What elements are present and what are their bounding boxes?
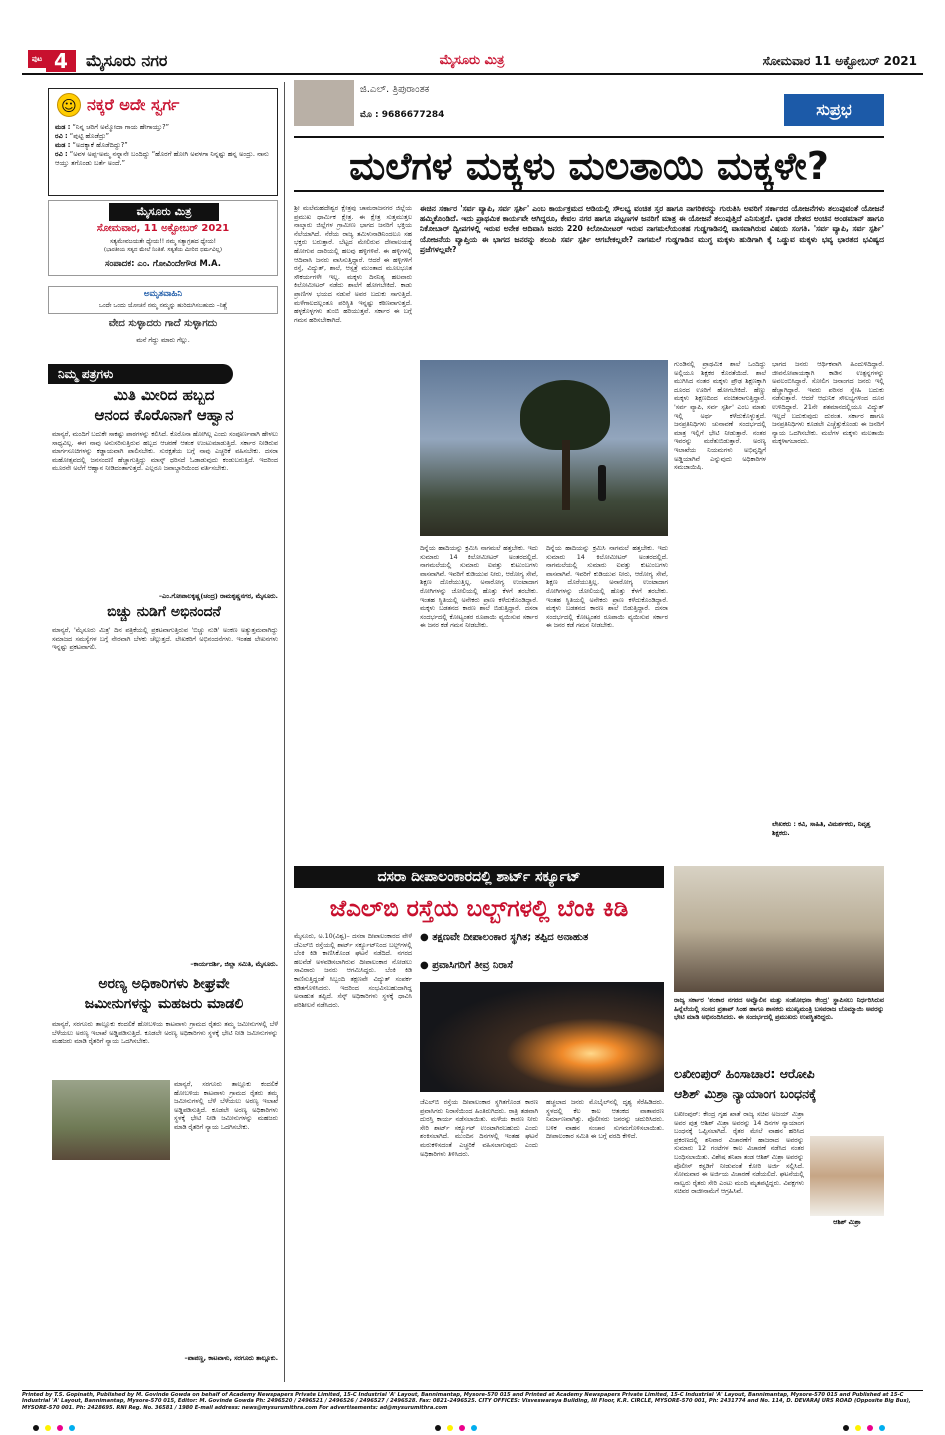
page-number: 4 (46, 50, 76, 72)
author-mobile: ಮೊ : 9686677284 (360, 110, 445, 120)
column-body-2: ದಿನ್ನೆಯ ಹಾದಿಯನ್ನು ಕ್ರಮಿಸಿ ನಾಗಮಲೆ ಹತ್ತಬೇಕು. ಇದು ಸುಮಾರು 14 ಕಿಲೋಮೀಟರ್ ಅಂತರದಲ್ಲಿದೆ. ನಾಗಮಲೆಯಲ್ಲಿ ಸುಮಾರು ಐವತ್ತು ಕುಟುಂಬಗಳು ವಾಸವಾಗಿವೆ. ಇವರಿಗೆ ಕುಡಿಯುವ ನೀರು, ಆರೋಗ್ಯ ಸೇವೆ, ಶಿಕ್ಷಣ ದೊರೆಯುತ್ತಿಲ್ಲ. ಅನಾರೋಗ್ಯ ಉಂಟಾದಾಗ ರೋಗಿಗಳನ್ನು ಜೋಲಿಯಲ್ಲಿ ಹೊತ್ತು ಕೆಳಗೆ ತರಬೇಕು. ಇಂತಹ ಸ್ಥಿತಿಯಲ್ಲಿ ಅನೇಕರು ಪ್ರಾಣ ಕಳೆದುಕೊಂಡಿದ್ದಾರೆ. ಮಕ್ಕಳು ಬಡತನದ ಕಾರಣ ಶಾಲೆ ಬಿಡುತ್ತಿದ್ದಾರೆ. ದಸರಾ ಸಂದರ್ಭದಲ್ಲಿ ಕೋಟ್ಯಂತರ ರೂಪಾಯಿ ವ್ಯಯಿಸುವ ಸರ್ಕಾರ ಈ ಜನರ ಕಡೆ ಗಮನ ನೀಡಬೇಕು. (420, 544, 538, 630)
letter-1-title: ಮಿತಿ ಮೀರಿದ ಹಬ್ಬದ (113, 386, 215, 404)
letter-1-title-2: ಆನಂದ ಕೊರೊನಾಗೆ ಆಹ್ವಾನ (94, 406, 234, 424)
dasara-body-3: ಹಚ್ಚಲಾದ ಜನರು ಮೊಬೈಲ್‌ನಲ್ಲಿ ದೃಶ್ಯ ಸೆರೆಹಿಡಿದರು. ಸ್ಥಳದಲ್ಲಿ ಕೆಲ ಕಾಲ ಆತಂಕದ ವಾತಾವರಣ ನಿರ್ಮಾಣವಾಗಿತ್ತು. ಪೊಲೀಸರು ಜನರನ್ನು ಚದುರಿಸಿದರು. ಬಳಿಕ ವಾಹನ ಸಂಚಾರ ಸುಗಮಗೊಳಿಸಲಾಯಿತು. ದೀಪಾಲಂಕಾರ ಸಮಿತಿ ಈ ಬಗ್ಗೆ ವರದಿ ಕೇಳಿದೆ. (546, 1098, 664, 1141)
joke-text: “ಅದಕ್ಯಾಕೆ ಹೊಡೆದಿದ್ದು?” (72, 141, 128, 149)
dot-magenta (57, 1425, 63, 1431)
mast-box (48, 200, 278, 276)
dasara-body-2: ಜೆಎಲ್‌ಬಿ ರಸ್ತೆಯ ದೀಪಾಲಂಕಾರ ಸ್ಥಗಿತಗೊಂಡ ಕಾರಣ ಪ್ರವಾಸಿಗರು ನಿರಾಸೆಯಿಂದ ಹಿಂತಿರುಗಿದರು. ರಾತ್ರಿ ತಡವಾಗಿ ದುರಸ್ತಿ ಕಾರ್ಯ ನಡೆಸಲಾಯಿತು. ಮಳೆಯ ಕಾರಣ ನೀರು ಸೇರಿ ಶಾರ್ಟ್ ಸರ್ಕ್ಯೂಟ್ ಉಂಟಾಗಿರಬಹುದು ಎಂದು ಶಂಕಿಸಲಾಗಿದೆ. ಮುಂದಿನ ದಿನಗಳಲ್ಲಿ ಇಂತಹ ಘಟನೆ ಮರುಕಳಿಸದಂತೆ ಎಚ್ಚರಿಕೆ ವಹಿಸಲಾಗುವುದು ಎಂದು ಅಧಿಕಾರಿಗಳು ತಿಳಿಸಿದರು. (420, 1098, 538, 1158)
farmer-photo (52, 1080, 170, 1160)
dot-black (33, 1425, 39, 1431)
mast-date: ಸೋಮವಾರ, 11 ಅಕ್ಟೋಬರ್ 2021 (96, 223, 230, 234)
dot-magenta (459, 1425, 465, 1431)
letter-3-sign: –ಪಾಪಣ್ಣ, ಕಾಟವಾಳು, ಸರಗೂರು ತಾಲ್ಲೂಕು. (184, 1354, 278, 1362)
laughing-face-icon: ☺ (57, 93, 81, 117)
joke-line (55, 141, 271, 150)
dasara-kicker: ದಸರಾ ದೀಪಾಲಂಕಾರದಲ್ಲಿ ಶಾರ್ಟ್ ಸರ್ಕ್ಯೂಟ್ (294, 866, 664, 888)
dot-black (435, 1425, 441, 1431)
letter-2-title: ಬಿಚ್ಚು ನುಡಿಗೆ ಅಭಿನಂದನೆ (107, 604, 221, 620)
letter-3-body: ಮಾನ್ಯರೆ, ಸರಗೂರು ತಾಲ್ಲೂಕು ಕಂದಲಿಕೆ ಹೋಬಳಿಯ ಕಾಟವಾಳು ಗ್ರಾಮದ ರೈತರು ತಮ್ಮ ಜಮೀನುಗಳಲ್ಲಿ ಬೆಳೆ ಬೆಳೆಯಲು ಅರಣ್ಯ ಇಲಾಖೆ ಅಡ್ಡಿಪಡಿಸುತ್ತಿದೆ. ಕೂಡಲೇ ಅರಣ್ಯ ಅಧಿಕಾರಿಗಳು ಸ್ಥಳಕ್ಕೆ ಭೇಟಿ ನೀಡಿ ಜಮೀನುಗಳನ್ನು ಮಹಜರು ಮಾಡಿ ರೈತರಿಗೆ ನ್ಯಾಯ ಒದಗಿಸಬೇಕು. (52, 1020, 278, 1046)
column-body-5: ಭಾಗದ ಜನರು ಆರ್ಥಿಕವಾಗಿ ಹಿಂದುಳಿದಿದ್ದಾರೆ. ಜೀವನೋಪಾಯಕ್ಕಾಗಿ ಕಾಡಿನ ಉತ್ಪನ್ನಗಳನ್ನು ಅವಲಂಬಿಸಿದ್ದಾರೆ. ಸೋಲಿಗ ಜನಾಂಗದ ಜನರು ಇಲ್ಲಿ ಹೆಚ್ಚಾಗಿದ್ದಾರೆ. ಇವರು ಪರಿಸರ ಸ್ನೇಹಿ ಬದುಕು ನಡೆಸುತ್ತಾರೆ. ಆದರೆ ಆಧುನಿಕ ಸೌಲಭ್ಯಗಳಿಂದ ದೂರ ಉಳಿದಿದ್ದಾರೆ. 21ನೇ ಶತಮಾನದಲ್ಲಿಯೂ ವಿದ್ಯುತ್ ಇಲ್ಲದೆ ಬದುಕುವುದು ದುರಂತ. ಸರ್ಕಾರ ಹಾಗೂ ಜನಪ್ರತಿನಿಧಿಗಳು ಕೂಡಲೇ ಎಚ್ಚೆತ್ತುಕೊಂಡು ಈ ಜನರಿಗೆ ನ್ಯಾಯ ಒದಗಿಸಬೇಕು. ಮಲೆಗಳ ಮಕ್ಕಳು ಮಲತಾಯಿ ಮಕ್ಕಳಾಗಬಾರದು. (772, 360, 884, 446)
mast-tagline: ಸತ್ಯಮೇವಜಯತೇ ಧ್ಯೇಯ!! ನಮ್ಮ ಸತ್ಯಾಗ್ರಹದ ಧ್ಯೇಯ! (109, 238, 217, 245)
letters-banner-pill: ನಿಮ್ಮ ಪತ್ರಗಳು (48, 364, 233, 384)
dasara-subhead-2: ● ಪ್ರವಾಸಿಗರಿಗೆ ತೀವ್ರ ನಿರಾಸೆ (420, 960, 513, 971)
column-headline: ಮಲೆಗಳ ಮಕ್ಕಳು ಮಲತಾಯಿ ಮಕ್ಕಳೇ? (294, 136, 884, 192)
print-registration-dots-right (840, 1416, 920, 1424)
letter-3-title: ಅರಣ್ಯ ಅಧಿಕಾರಿಗಳು ಶೀಘ್ರವೇ (98, 976, 230, 992)
proverb-box (48, 318, 278, 348)
dasara-headline: ಜೆಎಲ್‌ಬಿ ರಸ್ತೆಯ ಬಲ್ಬ್‌ಗಳಲ್ಲಿ ಬೆಂಕಿ ಕಿಡಿ (329, 896, 629, 922)
section-name: ಮೈಸೂರು ನಗರ (86, 51, 168, 70)
column-intro: ಈಚಿನ ಸರ್ಕಾರ 'ಸರ್ವ ವ್ಯಾಪಿ, ಸರ್ವ ಸ್ಪರ್ಶಿ' ಎಂಬ ಕಾರ್ಯಕ್ರಮದ ಆಡಿಯಲ್ಲಿ ಸೌಲಭ್ಯ ವಂಚಿತ ಸ್ತರ ಹಾಗೂ ನಾಗರಿಕರನ್ನು ಗುರುತಿಸಿ ಅವರಿಗೆ ಸರ್ಕಾರದ ಯೋಜನೆಗಳು ತಲುಪುವಂತೆ ಯೋಜನೆ ಹಮ್ಮಿಕೊಂಡಿದೆ. ಇದು ಪ್ರಾಥಮಿಕ ಕಾರ್ಯವೇ ಆಗಿದ್ದರೂ, ಕೇವಲ ನಗರ ಹಾಗೂ ಪಟ್ಟಣಗಳ ಜನರಿಗೆ ಮಾತ್ರ ಈ ಯೋಜನೆ ತಲುಪುತ್ತಿದೆ ಎನಿಸುತ್ತದೆ. ಭಾರತ ದೇಶದ ಅಂಚಿನ ಅಂಡಮಾನ್ ಹಾಗೂ ನಿಕೋಬಾರ್ ದ್ವೀಪಗಳಲ್ಲಿ ಇರುವ ಅನೇಕ ಆದಿವಾಸಿ ಜನರು 220 ಕಿಲೋಮೀಟರ್ ಇರುವ ನಾಗಮಲೆಯಂತಹ ಗುಡ್ಡಗಾಡಿನಲ್ಲಿ ವಾಸವಾಗಿರುವ ವಿಷಯ ಸಂಗತಿ. 'ಸರ್ವ ವ್ಯಾಪಿ, ಸರ್ವ ಸ್ಪರ್ಶಿ' ಯೋಜನೆಯ ವ್ಯಾಪ್ತಿಯ ಈ ಭಾಗದ ಜನರನ್ನು ತಲುಪಿ ಸರ್ವ ಸ್ಪರ್ಶಿ ಆಗಬೇಕಲ್ಲವೇ? ನಾಗಮಲೆ ಗುಡ್ಡಗಾಡಿನ ಮುಗ್ಧ ಮಕ್ಕಳು ಹುಡಿಗಾಗಿ ಕೈ ಒಡ್ಡುವ ಮಕ್ಕಳು ಭವ್ಯ ಭಾರತದ ಭವಿಷ್ಯದ ಪ್ರಜೆಗಳಲ್ಲವೇ? (420, 204, 884, 254)
joke-speaker: ಮಡ : (55, 141, 71, 149)
joke-text: “ಪುಟ್ಟಿ ಹೊಡೆದ್ರು” (69, 132, 110, 140)
column-header (294, 80, 884, 126)
joke-speaker: ರವಿ : (55, 150, 68, 158)
author-note: ಲೇಖಕರು : ಕವಿ, ಸಾಹಿತಿ, ವಿಮರ್ಶಕರು, ನಿವೃತ್ತ ಶಿಕ್ಷಕರು. (772, 820, 871, 837)
girl-silhouette (598, 465, 606, 501)
joke-lines (55, 123, 271, 193)
letter-1-sign: –ಎಂ.ಗೋಪಾಲಕೃಷ್ಣ(ಚಂದ್ರ) ರಾಮಕೃಷ್ಣನಗರ, ಮೈಸೂರು. (158, 592, 278, 600)
lakhimpur-headline-2: ಆಶಿಶ್ ಮಿಶ್ರಾ ನ್ಯಾಯಾಂಗ ಬಂಧನಕ್ಕೆ (674, 1086, 817, 1101)
mishra-caption: ಆಶಿಶ್ ಮಿಶ್ರಾ (833, 1218, 861, 1226)
dot-black (843, 1425, 849, 1431)
letters-banner (48, 364, 280, 384)
author-photo (294, 80, 354, 126)
amrutha-box (48, 286, 278, 314)
letter-1-body: ಮಾನ್ಯರೆ, ಮಂದಿಗೆ ಬದುಕೇ ಸಾಕಷ್ಟು ಪಾಠಗಳನ್ನು ಕಲಿಸಿದೆ. ಕೊರೊನಾ ಹೋಗಿಲ್ಲ ಎಂದು ಸಂಪೂರ್ಣವಾಗಿ ಹೇಳಲು ಸಾಧ್ಯವಿಲ್ಲ. ಈಗ ನಾವು ಅನುಸರಿಸುತ್ತಿರುವ ಹಬ್ಬದ ಆಚರಣೆ ಆತಂಕ ಉಂಟುಮಾಡುತ್ತಿದೆ. ಸರ್ಕಾರ ನೀಡಿರುವ ಮಾರ್ಗಸೂಚಿಗಳನ್ನು ಕಡ್ಡಾಯವಾಗಿ ಪಾಲಿಸಬೇಕು. ಸುರಕ್ಷತೆಯ ಬಗ್ಗೆ ನಾವು ಎಚ್ಚರಿಕೆ ವಹಿಸಬೇಕು. ದಸರಾ ಮಹೋತ್ಸವದಲ್ಲಿ ಜನಸಂದಣಿ ಹೆಚ್ಚಾಗುತ್ತಿದ್ದು ಮಾಸ್ಕ್ ಧರಿಸದೆ ಓಡಾಡುವುದು ಕಂಡುಬರುತ್ತಿದೆ. ಇದರಿಂದ ಮೂರನೇ ಅಲೆಗೆ ಆಹ್ವಾನ ನೀಡಿದಂತಾಗುತ್ತದೆ. ಎಲ್ಲರೂ ಜವಾಬ್ದಾರಿಯಿಂದ ವರ್ತಿಸಬೇಕು. (52, 430, 278, 473)
joke-line (55, 150, 271, 168)
dot-cyan (879, 1425, 885, 1431)
dot-cyan (69, 1425, 75, 1431)
letter-3-title-2: ಜಮೀನುಗಳನ್ನು ಮಹಜರು ಮಾಡಲಿ (84, 996, 244, 1012)
joke-text: “ಅವಳ ಅಪ್ಪ-ಅಮ್ಮ ನನ್ನಾನೇ ಬಂದಿದ್ದು “ಹೊರಗೆ ಹೋಗಿ ಅವಳಗಾ ನಿನ್ನಷ್ಟು ಹನ್ನ ಅಂದ್ರು. ನಾನು ಆಯ್ತು ತಗೊಂಡು ಬರ್ತೆ ಅಂದೆ.” (55, 150, 269, 167)
joke-speaker: ರವಿ : (55, 132, 68, 140)
amrutha-text: ಒಂದೇ ಒಂದು ಯೋಚನೆ ನಮ್ಮ ನಮ್ಮನ್ನು ಹುರಿದುಗಿಸಬಹುದು –ನಿಶ್ಚೆ (98, 302, 228, 309)
felicitation-photo (674, 866, 884, 992)
page-label: ಪುಟ (28, 50, 46, 68)
dot-yellow (45, 1425, 51, 1431)
dot-yellow (447, 1425, 453, 1431)
column-divider (284, 82, 285, 1382)
page-header (22, 50, 923, 72)
letter-2-body: ಮಾನ್ಯರೆ, 'ಮೈಸೂರು ಮಿತ್ರ' ದಿನ ಪತ್ರಿಕೆಯಲ್ಲಿ ಪ್ರಕಟವಾಗುತ್ತಿರುವ 'ಬಿಚ್ಚು ನುಡಿ' ಅಂಕಣ ಅತ್ಯುತ್ತಮವಾಗಿದ್ದು ಸಮಾಜದ ಸಮಸ್ಯೆಗಳ ಬಗ್ಗೆ ನೇರವಾಗಿ ಬೆಳಕು ಚೆಲ್ಲುತ್ತದೆ. ಲೇಖಕರಿಗೆ ಅಭಿನಂದನೆಗಳು. ಇಂತಹ ಲೇಖನಗಳು ಇನ್ನಷ್ಟು ಪ್ರಕಟವಾಗಲಿ. (52, 626, 278, 652)
letter-2-sign: –ಕಾರ್ಯದರ್ಶಿ, ಜಿಲ್ಲಾ ಸಮಿತಿ, ಮೈಸೂರು. (190, 960, 278, 968)
tree-trunk (562, 440, 570, 510)
letter-3-body-cont: ಮಾನ್ಯರೆ, ಸರಗೂರು ತಾಲ್ಲೂಕು ಕಂದಲಿಕೆ ಹೋಬಳಿಯ ಕಾಟವಾಳು ಗ್ರಾಮದ ರೈತರು ತಮ್ಮ ಜಮೀನುಗಳಲ್ಲಿ ಬೆಳೆ ಬೆಳೆಯಲು ಅರಣ್ಯ ಇಲಾಖೆ ಅಡ್ಡಿಪಡಿಸುತ್ತಿದೆ. ಕೂಡಲೇ ಅರಣ್ಯ ಅಧಿಕಾರಿಗಳು ಸ್ಥಳಕ್ಕೆ ಭೇಟಿ ನೀಡಿ ಜಮೀನುಗಳನ್ನು ಮಹಜರು ಮಾಡಿ ರೈತರಿಗೆ ನ್ಯಾಯ ಒದಗಿಸಬೇಕು. (174, 1080, 278, 1131)
lakhimpur-headline: ಲಖೀಂಪುರ್ ಹಿಂಸಾಚಾರ: ಆರೋಪಿ (674, 1066, 815, 1081)
joke-text: “ನಿನ್ನ ಚರಿಗೆ ಅಮ್ಮೋದಾ ಗಾಯ ಹೇಗಾಯ್ತು?” (72, 123, 170, 131)
mishra-photo (810, 1136, 884, 1216)
page-date: ಸೋಮವಾರ 11 ಅಕ್ಟೋಬರ್ 2021 (762, 54, 917, 68)
amrutha-title: ಅಮೃತವಾಹಿನಿ (143, 289, 183, 299)
dasara-subhead-1: ● ತಕ್ಷಣವೇ ದೀಪಾಲಂಕಾರ ಸ್ಥಗಿತ; ತಪ್ಪಿದ ಅನಾಹುತ (420, 932, 589, 943)
dasara-body-1: ಮೈಸೂರು, ಅ.10(ವಿಶ್ವ)– ದಸರಾ ದೀಪಾಲಂಕಾರದ ವೇಳೆ ಜೆಎಲ್‌ಬಿ ರಸ್ತೆಯಲ್ಲಿ ಶಾರ್ಟ್ ಸರ್ಕ್ಯೂಟ್‌ನಿಂದ ಬಲ್ಬ್‌ಗಳಲ್ಲಿ ಬೆಂಕಿ ಕಿಡಿ ಕಾಣಿಸಿಕೊಂಡ ಘಟನೆ ನಡೆದಿದೆ. ನಗರದ ಹಲವೆಡೆ ಅಳವಡಿಸಲಾಗಿರುವ ದೀಪಾಲಂಕಾರ ನೋಡಲು ಸಾವಿರಾರು ಜನರು ಆಗಮಿಸಿದ್ದರು. ಬೆಂಕಿ ಕಿಡಿ ಕಾಣಿಸುತ್ತಿದ್ದಂತೆ ಸಿಬ್ಬಂದಿ ತಕ್ಷಣವೇ ವಿದ್ಯುತ್ ಸಂಪರ್ಕ ಕಡಿತಗೊಳಿಸಿದರು. ಇದರಿಂದ ಸಂಭವಿಸಬಹುದಾಗಿದ್ದ ಅನಾಹುತ ತಪ್ಪಿದೆ. ಸೆಸ್ಕ್ ಅಧಿಕಾರಿಗಳು ಸ್ಥಳಕ್ಕೆ ಧಾವಿಸಿ ಪರಿಶೀಲನೆ ನಡೆಸಿದರು. (294, 932, 412, 1009)
footer-rule (22, 1390, 923, 1391)
joke-speaker: ಮಡ : (55, 123, 71, 131)
column-body-4: ಗುಂಡಿನಲ್ಲಿ ಪ್ರಾಥಮಿಕ ಶಾಲೆ ಒಂದಿದ್ದು ಅಲ್ಲಿಯೂ ಶಿಕ್ಷಕರ ಕೊರತೆಯಿದೆ. ಶಾಲೆ ಮುಗಿಸಿದ ನಂತರ ಮಕ್ಕಳು ಪ್ರೌಢ ಶಿಕ್ಷಣಕ್ಕಾಗಿ ದೂರದ ಊರಿಗೆ ಹೋಗಬೇಕಿದೆ. ಹೆಣ್ಣು ಮಕ್ಕಳು ಶಿಕ್ಷಣದಿಂದ ವಂಚಿತರಾಗುತ್ತಿದ್ದಾರೆ. 'ಸರ್ವ ವ್ಯಾಪಿ, ಸರ್ವ ಸ್ಪರ್ಶಿ' ಎಂಬ ಮಾತು ಇಲ್ಲಿ ಅರ್ಥ ಕಳೆದುಕೊಳ್ಳುತ್ತದೆ. ಜನಪ್ರತಿನಿಧಿಗಳು ಚುನಾವಣೆ ಸಂದರ್ಭದಲ್ಲಿ ಮಾತ್ರ ಇಲ್ಲಿಗೆ ಭೇಟಿ ನೀಡುತ್ತಾರೆ. ನಂತರ ಇವರನ್ನು ಮರೆತುಬಿಡುತ್ತಾರೆ. ಅರಣ್ಯ ಇಲಾಖೆಯ ನಿಯಮಗಳು ಅಭಿವೃದ್ಧಿಗೆ ಅಡ್ಡಿಯಾಗಿವೆ ಎನ್ನುವುದು ಅಧಿಕಾರಿಗಳ ಸಮಜಾಯಿಷಿ. (674, 360, 766, 472)
print-registration-dots-left (30, 1416, 110, 1424)
dot-magenta (867, 1425, 873, 1431)
joke-line (55, 123, 271, 132)
felicitation-caption: ರಾಜ್ಯ ಸರ್ಕಾರ 'ಶಂಕಾರ ನಗರದ ಅವ್ವೊಲಿನ ಮತ್ತು ಸಂಶೋಧನಾ ಕೇಂದ್ರ' ಸ್ಥಾಪಿಸಲು ನಿರ್ಧರಿಸಿರುವ ಹಿನ್ನೆಲೆಯಲ್ಲಿ ಸಂಸದ ಪ್ರತಾಪ್ ಸಿಂಹ ಹಾಗೂ ಶಾಸಕರು ಮುಖ್ಯಮಂತ್ರಿ ಬಸವರಾಜ ಬೊಮ್ಮಾಯಿ ಅವರನ್ನು ಭೇಟಿ ಮಾಡಿ ಅಭಿನಂದಿಸಿದರು. ಈ ಸಂದರ್ಭದಲ್ಲಿ ಪ್ರಮುಖರು ಉಪಸ್ಥಿತರಿದ್ದರು. (674, 996, 884, 1022)
dasara-fire-photo (420, 982, 664, 1092)
dot-cyan (471, 1425, 477, 1431)
joke-line (55, 132, 271, 141)
proverb-text: ಮನೆ ಗೆದ್ದು ಮಾರು ಗೆಲ್ಲು. (136, 336, 190, 344)
joke-title: ನಕ್ಕರೆ ಅದೇ ಸ್ವರ್ಗ (87, 95, 180, 114)
column-photo (420, 360, 668, 536)
column-body-1: ಶ್ರೀ ಮಲೆಮಹದೇಶ್ವರ ಕ್ಷೇತ್ರವು ಚಾಮರಾಜನಗರ ಜಿಲ್ಲೆಯ ಪ್ರಮುಖ ಧಾರ್ಮಿಕ ಕ್ಷೇತ್ರ. ಈ ಕ್ಷೇತ್ರ ಸುತ್ತಮುತ್ತಲ ನಾಲ್ಕಾರು ಜಿಲ್ಲೆಗಳ ಗ್ರಾಮೀಣ ಭಾಗದ ಜನರಿಗೆ ಭಕ್ತಿಯ ನೆಲೆಯಾಗಿದೆ. ನೆರೆಯ ರಾಜ್ಯ ತಮಿಳುನಾಡಿನಿಂದಲೂ ಸಹ ಭಕ್ತರು ಬರುತ್ತಾರೆ. ಬೆಟ್ಟದ ಮೇಲಿರುವ ದೇವಾಲಯಕ್ಕೆ ಹೋಗುವ ದಾರಿಯಲ್ಲಿ ಹಲವು ಹಳ್ಳಿಗಳಿವೆ. ಈ ಹಳ್ಳಿಗಳಲ್ಲಿ ಆದಿವಾಸಿ ಜನರು ವಾಸಿಸುತ್ತಿದ್ದಾರೆ. ಆದರೆ ಈ ಹಳ್ಳಿಗಳಿಗೆ ರಸ್ತೆ, ವಿದ್ಯುತ್, ಶಾಲೆ, ಆಸ್ಪತ್ರೆ ಮುಂತಾದ ಮೂಲಭೂತ ಸೌಕರ್ಯಗಳೇ ಇಲ್ಲ. ಮಕ್ಕಳು ದಿನನಿತ್ಯ ಹಲವಾರು ಕಿಲೋಮೀಟರ್ ನಡೆದು ಶಾಲೆಗೆ ಹೋಗಬೇಕಿದೆ. ಕಾಡು ಪ್ರಾಣಿಗಳ ಭಯದ ನಡುವೆ ಅವರ ಬದುಕು ಸಾಗುತ್ತಿದೆ. ಮಳೆಗಾಲದಲ್ಲಂತೂ ಪರಿಸ್ಥಿತಿ ಇನ್ನಷ್ಟು ಕಠಿಣವಾಗುತ್ತದೆ. ಹಳ್ಳಕೊಳ್ಳಗಳು ತುಂಬಿ ಹರಿಯುತ್ತವೆ. ಸರ್ಕಾರ ಈ ಬಗ್ಗೆ ಗಮನ ಹರಿಸಬೇಕಾಗಿದೆ. (294, 204, 412, 324)
author-name: ಜಿ.ಎಲ್. ತ್ರಿಪುರಾಂತಕ (360, 84, 430, 95)
proverb-title: ವೇದ ಸುಳ್ಳಾದರು ಗಾದೆ ಸುಳ್ಳಾಗದು (108, 318, 218, 329)
lakhimpur-body: ಲಖೀಂಪುರ್: ಕೇಂದ್ರ ಗೃಹ ಖಾತೆ ರಾಜ್ಯ ಸಚಿವ ಅಜಯ್ ಮಿಶ್ರಾ ಅವರ ಪುತ್ರ ಆಶಿಶ್ ಮಿಶ್ರಾ ಅವರನ್ನು 14 ದಿನಗಳ ನ್ಯಾಯಾಂಗ ಬಂಧನಕ್ಕೆ ಒಪ್ಪಿಸಲಾಗಿದೆ. ರೈತರ ಮೇಲೆ ವಾಹನ ಹರಿಸಿದ ಪ್ರಕರಣದಲ್ಲಿ ಶನಿವಾರ ವಿಚಾರಣೆಗೆ ಹಾಜರಾದ ಅವರನ್ನು ಸುಮಾರು 12 ಗಂಟೆಗಳ ಕಾಲ ವಿಚಾರಣೆ ನಡೆಸಿದ ನಂತರ ಬಂಧಿಸಲಾಯಿತು. ವಿಶೇಷ ತನಿಖಾ ತಂಡ ಆಶಿಶ್ ಮಿಶ್ರಾ ಅವರನ್ನು ಪೊಲೀಸ್ ಕಸ್ಟಡಿಗೆ ನೀಡುವಂತೆ ಕೋರಿ ಅರ್ಜಿ ಸಲ್ಲಿಸಿದೆ. ಸೋಮವಾರ ಈ ಅರ್ಜಿಯ ವಿಚಾರಣೆ ನಡೆಯಲಿದೆ. ಘಟನೆಯಲ್ಲಿ ನಾಲ್ವರು ರೈತರು ಸೇರಿ ಎಂಟು ಮಂದಿ ಮೃತಪಟ್ಟಿದ್ದರು. ವಿಪಕ್ಷಗಳು ಸಚಿವರ ರಾಜೀನಾಮೆಗೆ ಆಗ್ರಹಿಸಿವೆ. (674, 1110, 804, 1196)
column-name-badge: ಸುಪ್ರಭ (784, 94, 884, 126)
joke-box (48, 88, 278, 196)
mast-editor: ಸಂಪಾದಕ: ಎಂ. ಗೋವಿಂದೇಗೌಡ M.A. (105, 259, 221, 269)
footer-imprint: Printed by T.S. Gopinath, Published by M. Govinde Gowda on behalf of Academy Newspapers Private Limited, 15-C Industrial 'A' Layout, Bannimantap, Mysore-570 015 and Printed at Academy Newspapers Private Limited, 15-C Industrial 'A' Layout, Bannimantap, Mysore-570 015 and Published at 15-C Industrial 'A' Layout, Bannimantap, Mysore-570 015, Editor: M. Govinde Gowda Ph: 2496520 / 2496521 / 2496526 / 2496527 / 2496528. Fax: 0821-2496525. CITY OFFICES: Visveswaraya Building, III Floor, K.R. CIRCLE, MYSORE-570 001, Ph: 2431774 and No. 114, D. DEVARAJ URS ROAD (Opposite Big Bus), MYSORE-570 001. Ph: 2428695. RNI Reg. No. 36581 / 1980 E-mail address: news@mysurumithra.com For advertisements: ad@mysurumithra.com (22, 1392, 911, 1411)
paper-logo: ಮೈಸೂರು ಮಿತ್ರ (439, 53, 505, 68)
mast-logo: ಮೈಸೂರು ಮಿತ್ರ (109, 203, 219, 221)
mast-tagline-2: (ಭಾರತೀಯ ಸತ್ಯದ ಮೇಲೆ ನಿಂತಿತೆ. ಸತ್ಯತೆಯ ಮೀರಿದ ಧರ್ಮವಿಲ್ಲ) (103, 247, 223, 253)
print-registration-dots-center (432, 1416, 512, 1424)
dot-yellow (855, 1425, 861, 1431)
header-rule (22, 73, 923, 75)
column-body-3: ದಿನ್ನೆಯ ಹಾದಿಯನ್ನು ಕ್ರಮಿಸಿ ನಾಗಮಲೆ ಹತ್ತಬೇಕು. ಇದು ಸುಮಾರು 14 ಕಿಲೋಮೀಟರ್ ಅಂತರದಲ್ಲಿದೆ. ನಾಗಮಲೆಯಲ್ಲಿ ಸುಮಾರು ಐವತ್ತು ಕುಟುಂಬಗಳು ವಾಸವಾಗಿವೆ. ಇವರಿಗೆ ಕುಡಿಯುವ ನೀರು, ಆರೋಗ್ಯ ಸೇವೆ, ಶಿಕ್ಷಣ ದೊರೆಯುತ್ತಿಲ್ಲ. ಅನಾರೋಗ್ಯ ಉಂಟಾದಾಗ ರೋಗಿಗಳನ್ನು ಜೋಲಿಯಲ್ಲಿ ಹೊತ್ತು ಕೆಳಗೆ ತರಬೇಕು. ಇಂತಹ ಸ್ಥಿತಿಯಲ್ಲಿ ಅನೇಕರು ಪ್ರಾಣ ಕಳೆದುಕೊಂಡಿದ್ದಾರೆ. ಮಕ್ಕಳು ಬಡತನದ ಕಾರಣ ಶಾಲೆ ಬಿಡುತ್ತಿದ್ದಾರೆ. ದಸರಾ ಸಂದರ್ಭದಲ್ಲಿ ಕೋಟ್ಯಂತರ ರೂಪಾಯಿ ವ್ಯಯಿಸುವ ಸರ್ಕಾರ ಈ ಜನರ ಕಡೆ ಗಮನ ನೀಡಬೇಕು. (546, 544, 668, 630)
